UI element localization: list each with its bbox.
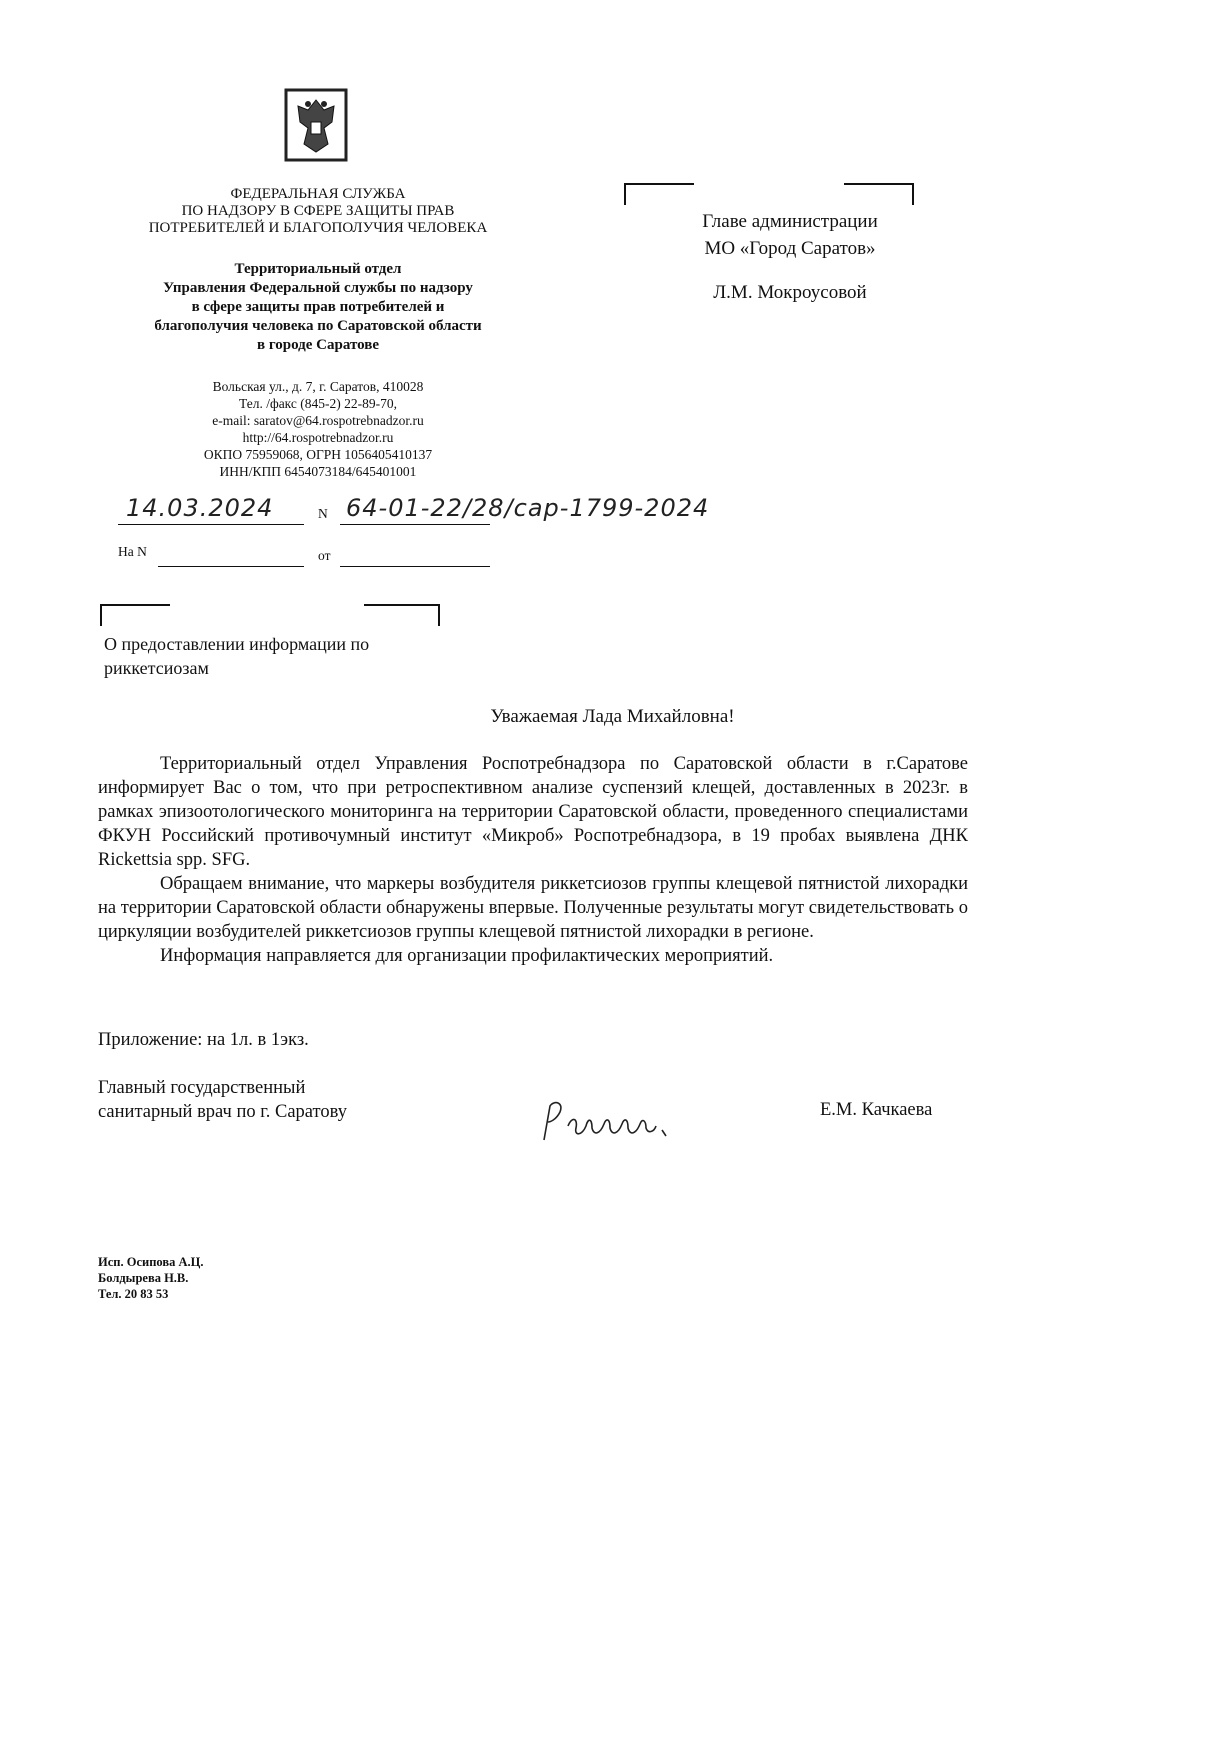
date-underline: [118, 524, 304, 525]
org-line: ПО НАДЗОРУ В СФЕРЕ ЗАЩИТЫ ПРАВ: [181, 203, 455, 219]
paragraph: Территориальный отдел Управления Роспотребнадзора по Саратовской области в г.Саратове информирует Вас о том, что при ретроспективном анализе суспензий клещей, доставленных в 2023г. в рамках эпизоотологического мониторинга на территории Саратовской области, проведенного специалистами ФКУН Российский противочумный институт «Микроб» Роспотребнадзора, в 19 пробах выявлена ДНК Rickettsia spp. SFG.: [98, 754, 968, 870]
from-underline: [340, 566, 490, 567]
dept-line: благополучия человека по Саратовской области: [154, 318, 482, 334]
org-line: ПОТРЕБИТЕЛЕЙ И БЛАГОПОЛУЧИЯ ЧЕЛОВЕКА: [148, 220, 488, 236]
handwritten-date: 14.03.2024: [126, 494, 274, 522]
reply-underline: [158, 566, 304, 567]
dept-line: в городе Саратове: [256, 337, 380, 353]
addressee-bracket-right-h: [844, 183, 914, 185]
signer-title: [98, 1076, 347, 1124]
dept-line: Территориальный отдел: [234, 261, 402, 277]
dept-line: Управления Федеральной службы по надзору: [163, 280, 473, 296]
address-line: Вольская ул., д. 7, г. Саратов, 410028: [212, 379, 424, 394]
coat-of-arms-emblem: [284, 88, 348, 162]
appendix: Приложение: на 1л. в 1экз.: [98, 1030, 309, 1050]
executor-line: Болдырева Н.В.: [98, 1271, 189, 1285]
dept-line: в сфере защиты прав потребителей и: [191, 299, 445, 315]
salutation: Уважаемая Лада Михайловна!: [490, 706, 735, 727]
subject-bracket-right-h: [364, 604, 440, 606]
okpo-line: ОКПО 75959068, ОГРН 1056405410137: [203, 447, 433, 462]
addressee-line: МО «Город Саратов»: [704, 238, 876, 259]
recipient-name: Л.М. Мокроусовой: [713, 282, 867, 303]
website-line: http://64.rospotrebnadzor.ru: [242, 430, 394, 445]
paragraph: Обращаем внимание, что маркеры возбудителя риккетсиозов группы клещевой пятнистой лихорадки на территории Саратовской области обнаружены впервые. Полученные результаты могут свидетельствовать о циркуляции возбудителей риккетсиозов группы клещевой пятнистой лихорадки в регионе.: [98, 874, 968, 942]
subject-bracket-right-v: [438, 604, 440, 626]
handwritten-number: 64-01-22/28/сар-1799-2024: [346, 494, 710, 522]
signature: [538, 1096, 688, 1146]
executor-line: Исп. Осипова А.Ц.: [98, 1255, 204, 1269]
paragraph: Информация направляется для организации профилактических мероприятий.: [160, 946, 774, 966]
inn-line: ИНН/КПП 6454073184/645401001: [219, 464, 417, 479]
executor-info: [98, 1254, 203, 1302]
subject-bracket-left-v: [100, 604, 102, 626]
department-name: [118, 260, 518, 355]
address-block: [148, 378, 488, 480]
signer-name: Е.М. Качкаева: [820, 1100, 933, 1120]
organization-name: [118, 186, 518, 237]
number-underline: [340, 524, 490, 525]
executor-phone: Тел. 20 83 53: [98, 1287, 169, 1301]
subject-bracket-left-h: [100, 604, 170, 606]
letter-body: [98, 752, 968, 968]
org-line: ФЕДЕРАЛЬНАЯ СЛУЖБА: [230, 186, 406, 202]
number-label: N: [318, 506, 328, 521]
addressee-bracket-right-v: [912, 183, 914, 205]
email-line: e-mail: saratov@64.rospotrebnadzor.ru: [212, 413, 424, 428]
subject: О предоставлении информации по риккетсиозам: [104, 634, 370, 678]
addressee-line: Главе администрации: [702, 211, 878, 232]
addressee: [640, 208, 940, 262]
signer-title-line: Главный государственный: [98, 1078, 306, 1098]
from-label: от: [318, 548, 331, 563]
address-line: Тел. /факс (845-2) 22-89-70,: [238, 396, 398, 411]
addressee-bracket-left-v: [624, 183, 626, 205]
addressee-bracket-left-h: [624, 183, 694, 185]
signer-title-line: санитарный врач по г. Саратову: [98, 1102, 347, 1122]
reply-label: На N: [118, 544, 147, 559]
